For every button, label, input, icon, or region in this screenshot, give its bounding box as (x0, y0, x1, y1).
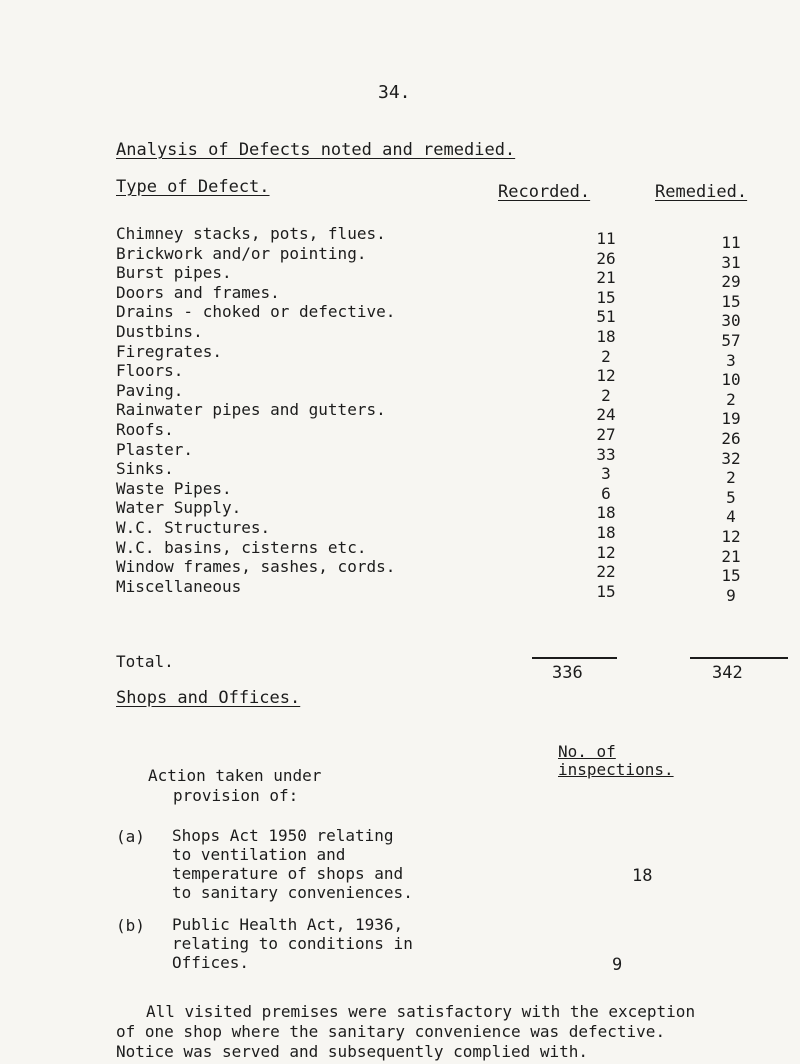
total-recorded: 336 (552, 663, 583, 683)
column-header-type: Type of Defect. (116, 177, 270, 197)
defect-type: Plaster. (116, 439, 194, 459)
total-label: Total. (116, 652, 174, 671)
footer-line: All visited premises were satisfactory with the exception (146, 1002, 696, 1021)
page-title: Analysis of Defects noted and remedied. (116, 140, 516, 160)
column-header-remedied: Remedied. (655, 182, 748, 202)
total-rule-remedied (690, 657, 788, 659)
recorded-count: 3 (601, 464, 611, 484)
remedied-count: 5 (726, 487, 736, 507)
defect-type: Paving. (116, 380, 184, 400)
remedied-count: 11 (721, 233, 741, 252)
recorded-count: 24 (596, 405, 616, 425)
defect-type: Drains - choked or defective. (116, 302, 396, 322)
recorded-count: 26 (596, 248, 616, 268)
remedied-count: 15 (721, 566, 741, 586)
defect-type: Burst pipes. (116, 263, 232, 283)
item-line: relating to conditions in (172, 934, 413, 953)
remedied-count: 9 (726, 585, 736, 605)
recorded-count: 22 (596, 562, 616, 582)
recorded-count: 11 (596, 229, 616, 248)
item-line: Offices. (172, 953, 250, 972)
table-row (116, 537, 766, 566)
table-row (116, 517, 766, 546)
column-header-no-of: No. of (558, 742, 616, 761)
defect-type: Rainwater pipes and gutters. (116, 400, 386, 420)
recorded-count: 51 (596, 307, 616, 327)
remedied-count: 15 (721, 291, 741, 311)
recorded-count: 27 (596, 424, 616, 444)
defect-type: Firegrates. (116, 341, 222, 361)
remedied-count: 26 (721, 428, 741, 448)
recorded-count: 12 (596, 366, 616, 386)
remedied-count: 4 (726, 507, 736, 527)
recorded-count: 18 (596, 326, 616, 346)
item-line: Shops Act 1950 relating (172, 826, 394, 845)
remedied-count: 10 (721, 370, 741, 390)
remedied-count: 19 (721, 409, 741, 429)
column-header-inspections: inspections. (558, 760, 674, 779)
total-rule-recorded (532, 657, 617, 659)
remedied-count: 29 (721, 272, 741, 292)
recorded-count: 15 (596, 287, 616, 307)
action-label-cont: provision of: (173, 786, 299, 805)
defect-type: Miscellaneous (116, 576, 242, 596)
inspection-count-b: 9 (612, 955, 623, 975)
item-text-b (172, 915, 413, 972)
total-remedied: 342 (712, 663, 743, 683)
page-number: 34. (378, 82, 411, 103)
table-row (116, 341, 766, 370)
table-row (116, 439, 766, 468)
recorded-count: 12 (596, 542, 616, 562)
recorded-count: 2 (601, 346, 611, 366)
footer-line: of one shop where the sanitary convenience was defective. (116, 1022, 666, 1041)
defect-type: Water Supply. (116, 498, 242, 518)
remedied-count: 31 (721, 252, 741, 272)
recorded-count: 6 (601, 483, 611, 503)
defect-type: Sinks. (116, 459, 174, 479)
defect-type: Roofs. (116, 419, 174, 439)
section-title-shops: Shops and Offices. (116, 688, 301, 708)
item-line: to ventilation and (172, 845, 346, 864)
remedied-count: 2 (726, 468, 736, 488)
column-header-recorded: Recorded. (498, 182, 591, 202)
remedied-count: 3 (726, 350, 736, 370)
table-row (116, 243, 766, 272)
defect-type: Doors and frames. (116, 282, 280, 302)
defect-type: Floors. (116, 361, 184, 381)
table-row (116, 576, 766, 605)
defect-type: W.C. Structures. (116, 517, 271, 537)
item-line: to sanitary conveniences. (172, 883, 413, 902)
recorded-count: 15 (596, 581, 616, 601)
table-row (116, 224, 766, 252)
inspection-count-a: 18 (632, 866, 653, 886)
item-line: Public Health Act, 1936, (172, 915, 404, 934)
remedied-count: 30 (721, 311, 741, 331)
footer-line: Notice was served and subsequently complied with. (116, 1042, 589, 1061)
defect-type: W.C. basins, cisterns etc. (116, 537, 367, 557)
item-text-a (172, 826, 413, 902)
recorded-count: 2 (601, 385, 611, 405)
defect-type: Brickwork and/or pointing. (116, 243, 367, 263)
defect-type: Dustbins. (116, 321, 203, 341)
recorded-count: 18 (596, 503, 616, 523)
remedied-count: 21 (721, 546, 741, 566)
recorded-count: 21 (596, 268, 616, 288)
remedied-count: 57 (721, 330, 741, 350)
item-line: temperature of shops and (172, 864, 404, 883)
table-row (116, 478, 766, 507)
remedied-count: 12 (721, 526, 741, 546)
item-key-b: (b) (116, 916, 145, 935)
footer-text (116, 1002, 695, 1062)
item-key-a: (a) (116, 827, 145, 846)
remedied-count: 32 (721, 448, 741, 468)
defect-type: Window frames, sashes, cords. (116, 557, 396, 577)
remedied-count: 2 (726, 389, 736, 409)
recorded-count: 18 (596, 522, 616, 542)
recorded-count: 33 (596, 444, 616, 464)
defect-type: Chimney stacks, pots, flues. (116, 224, 386, 243)
defect-type: Waste Pipes. (116, 478, 232, 498)
action-label: Action taken under (148, 766, 322, 785)
defects-table (116, 224, 766, 605)
